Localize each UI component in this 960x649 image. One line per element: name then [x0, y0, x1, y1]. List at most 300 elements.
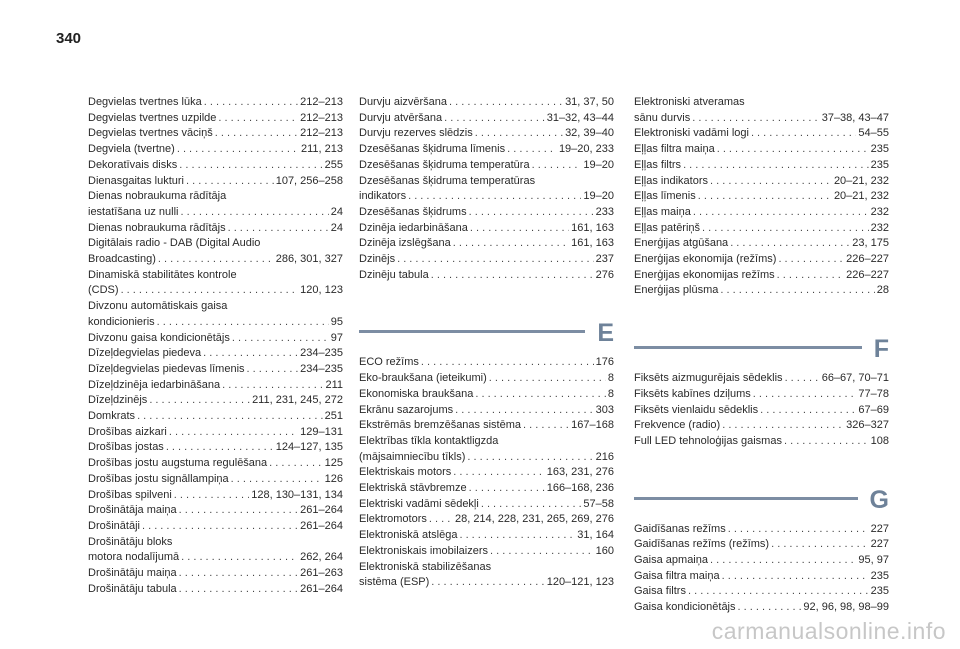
- index-entry-term: Frekvence (radio): [634, 419, 721, 432]
- index-entry-term: Gaidīšanas režīms: [634, 522, 726, 535]
- dot-leader: [467, 450, 593, 466]
- index-entry-term: Dzesēšanas šķidruma temperatūras: [359, 174, 536, 187]
- index-entry: [634, 283, 889, 299]
- index-entry-pages: 31, 164: [577, 529, 614, 542]
- index-entry-term: Eko-braukšana (ieteikumi): [359, 372, 487, 385]
- index-entry-term: Elektriski vadāmi sēdekļi: [359, 497, 479, 510]
- index-entry-term: Elektromotors: [359, 513, 427, 526]
- index-entry-term: Dienasgaitas lukturi: [88, 174, 184, 187]
- index-entry: [359, 174, 614, 205]
- dot-leader: [203, 346, 298, 362]
- index-entry: [634, 569, 889, 585]
- index-entry: [359, 142, 614, 158]
- index-entry: [88, 378, 343, 394]
- index-entry-term: Durvju atvēršana: [359, 111, 443, 124]
- dot-leader: [231, 472, 323, 488]
- index-entry: [88, 566, 343, 582]
- index-entry-term: Drošinātāju bloks: [88, 535, 173, 548]
- index-entry-term: Dinamiskā stabilitātes kontrole: [88, 268, 237, 281]
- index-entry-term: Dzinēja iedarbināšana: [359, 221, 468, 234]
- dot-leader: [142, 519, 298, 535]
- index-entry-pages: 8: [607, 372, 614, 385]
- index-entry: [88, 409, 343, 425]
- index-entry: [359, 158, 614, 174]
- dot-leader: [421, 355, 594, 371]
- index-entry-pages: 216: [595, 450, 614, 463]
- index-entry-term: Dienas nobraukuma rādītāja: [88, 190, 227, 203]
- dot-leader: [444, 111, 545, 127]
- index-entry-pages: 261–264: [300, 504, 343, 517]
- index-entry-pages: 227: [870, 538, 889, 551]
- dot-leader: [157, 315, 329, 331]
- index-entry: [634, 584, 889, 600]
- index-entry-term: Gaisa apmaiņa: [634, 554, 708, 567]
- index-entry: [634, 158, 889, 174]
- index-entry-term: Dzinējs: [359, 253, 396, 266]
- section-letter: E: [597, 319, 614, 348]
- index-entry-term: Dzinēju tabula: [359, 268, 429, 281]
- index-entry-term: Divzonu automātiskais gaisa: [88, 300, 228, 313]
- index-entry: [634, 189, 889, 205]
- index-entry-term: Broadcasting): [88, 253, 156, 266]
- index-entry-pages: 235: [870, 158, 889, 171]
- dot-leader: [702, 221, 869, 237]
- dot-leader: [121, 283, 299, 299]
- index-entry-term: Drošinātāju maiņa: [88, 567, 177, 580]
- index-entry-pages: 124–127, 135: [275, 441, 343, 454]
- dot-leader: [149, 393, 250, 409]
- dot-leader: [169, 425, 298, 441]
- dot-leader: [186, 174, 274, 190]
- index-entry: [359, 252, 614, 268]
- index-entry-term: Drošības aizkari: [88, 425, 167, 438]
- index-entry-pages: 261–263: [300, 567, 343, 580]
- index-entry: [634, 268, 889, 284]
- index-entry-pages: 227: [870, 522, 889, 535]
- dot-leader: [179, 582, 299, 598]
- index-entry-pages: 232: [870, 221, 889, 234]
- index-entry-pages: 31, 37, 50: [565, 96, 614, 108]
- index-entry-pages: 303: [595, 403, 614, 416]
- index-entry-pages: 19–20: [583, 158, 614, 171]
- index-entry-pages: 160: [595, 544, 614, 557]
- index-entry-term: Ekrānu sazarojums: [359, 403, 454, 416]
- dot-leader: [710, 174, 832, 190]
- index-entry-pages: 24: [330, 221, 343, 234]
- index-entry-pages: 19–20: [583, 190, 614, 203]
- index-entry-term: Elektroniskais imobilaizers: [359, 544, 488, 557]
- dot-leader: [449, 95, 563, 111]
- index-entry-term: (CDS): [88, 284, 119, 297]
- index-entry-term: Dzinēja izslēgšana: [359, 237, 451, 250]
- dot-leader: [490, 544, 594, 560]
- index-entry-term: Drošības jostu augstuma regulēšana: [88, 457, 268, 470]
- index-column-2: [359, 95, 614, 591]
- index-entry: [359, 355, 614, 371]
- index-entry-term: Gaisa filtrs: [634, 585, 686, 598]
- index-entry-term: Degvielas tvertnes vāciņš: [88, 127, 213, 140]
- section-letter: G: [869, 485, 889, 514]
- index-entry-term: Dzesēšanas šķidruma temperatūra: [359, 158, 530, 171]
- index-entry-term: Elektroniskā atslēga: [359, 529, 458, 542]
- index-entry: [634, 205, 889, 221]
- section-divider: [634, 346, 862, 349]
- index-entry-pages: 32, 39–40: [565, 127, 614, 140]
- index-entry-term: Degvielas tvertnes lūka: [88, 96, 202, 108]
- index-entry: [88, 268, 343, 299]
- index-entry-pages: 235: [870, 143, 889, 156]
- dot-leader: [698, 189, 832, 205]
- dot-leader: [228, 221, 329, 237]
- index-entry: [88, 488, 343, 504]
- index-entry-term: Durvju aizvēršana: [359, 96, 448, 108]
- index-entry-term: Eļļas indikators: [634, 174, 708, 187]
- index-entry-pages: 176: [595, 356, 614, 369]
- index-entry-term: Ekonomiska braukšana: [359, 387, 474, 400]
- index-entry: [88, 393, 343, 409]
- dot-leader: [177, 142, 299, 158]
- index-entry-pages: 28, 214, 228, 231, 265, 269, 276: [454, 513, 614, 526]
- index-entry: [634, 403, 889, 419]
- index-entry-term: Enerģijas plūsma: [634, 284, 719, 297]
- dot-leader: [751, 126, 856, 142]
- index-entry-pages: 233: [595, 205, 614, 218]
- index-entry-pages: 54–55: [858, 127, 889, 140]
- index-entry-pages: 226–227: [846, 268, 889, 281]
- index-entry-pages: 234–235: [300, 362, 343, 375]
- index-entry-pages: 211, 213: [300, 143, 343, 156]
- index-entry: [88, 519, 343, 535]
- index-entry: [634, 95, 889, 126]
- index-entry: [634, 418, 889, 434]
- dot-leader: [453, 236, 569, 252]
- index-entry-term: Fiksēts kabīnes dziļums: [634, 387, 751, 400]
- section-header: [634, 323, 889, 363]
- index-entry-pages: 23, 175: [852, 237, 889, 250]
- dot-leader: [692, 111, 819, 127]
- index-entry: [88, 472, 343, 488]
- index-entry-pages: 108: [870, 434, 889, 447]
- index-entry: [359, 126, 614, 142]
- index-entry: [634, 522, 889, 538]
- dot-leader: [693, 205, 869, 221]
- index-entry: [359, 512, 614, 528]
- index-entry-term: Enerģijas ekonomija (režīms): [634, 253, 777, 266]
- dot-leader: [532, 158, 582, 174]
- index-entry-term: Gaisa kondicionētājs: [634, 601, 736, 614]
- dot-leader: [777, 268, 845, 284]
- index-entry-pages: 66–67, 70–71: [821, 372, 889, 385]
- index-entry-pages: 92, 96, 98, 98–99: [803, 601, 889, 614]
- index-entry-term: Degviela (tvertne): [88, 143, 175, 156]
- dot-leader: [683, 158, 869, 174]
- dot-leader: [720, 283, 874, 299]
- index-entry: [634, 252, 889, 268]
- index-entry-term: Enerģijas ekonomijas režīms: [634, 268, 775, 281]
- index-entry-pages: 95, 97: [858, 554, 889, 567]
- index-entry: [88, 189, 343, 220]
- index-entry-pages: 261–264: [300, 582, 343, 595]
- dot-leader: [760, 403, 856, 419]
- index-entry: [634, 221, 889, 237]
- index-entry-term: Elektriskais motors: [359, 466, 452, 479]
- index-entry-pages: 326–327: [846, 419, 889, 432]
- index-entry-term: Durvju rezerves slēdzis: [359, 127, 473, 140]
- index-entry-pages: 77–78: [858, 387, 889, 400]
- index-entry: [359, 205, 614, 221]
- index-entry-term: Drošības jostu signāllampiņa: [88, 472, 229, 485]
- index-entry-pages: 20–21, 232: [833, 174, 889, 187]
- index-entry: [359, 560, 614, 591]
- section-header: [634, 474, 889, 514]
- index-entry-term: Drošinātāja maiņa: [88, 504, 177, 517]
- index-entry-pages: 211: [325, 378, 343, 391]
- index-entry-pages: 57–58: [583, 497, 614, 510]
- index-entry: [88, 174, 343, 190]
- index-entry-pages: 286, 301, 327: [275, 253, 343, 266]
- dot-leader: [179, 158, 322, 174]
- index-entry-pages: 232: [870, 205, 889, 218]
- index-entry-pages: 237: [595, 253, 614, 266]
- dot-leader: [475, 387, 606, 403]
- dot-leader: [269, 456, 322, 472]
- index-entry-term: indikators: [359, 190, 407, 203]
- dot-leader: [688, 584, 869, 600]
- index-entry: [88, 425, 343, 441]
- index-entry: [359, 528, 614, 544]
- index-entry-term: Domkrats: [88, 410, 136, 423]
- index-entry: [88, 503, 343, 519]
- index-entry-term: Gaisa filtra maiņa: [634, 569, 720, 582]
- dot-leader: [179, 503, 299, 519]
- index-entry-pages: 161, 163: [571, 237, 614, 250]
- index-entry-pages: 120–121, 123: [546, 576, 614, 589]
- dot-leader: [771, 537, 869, 553]
- dot-leader: [174, 488, 249, 504]
- dot-leader: [728, 522, 869, 538]
- dot-leader: [469, 481, 545, 497]
- index-entry-term: Dzesēšanas šķidrums: [359, 205, 467, 218]
- index-entry: [88, 158, 343, 174]
- index-entry-pages: 37–38, 43–47: [821, 111, 889, 124]
- dot-leader: [459, 528, 575, 544]
- dot-leader: [222, 378, 323, 394]
- index-entry-term: ECO režīms: [359, 356, 419, 369]
- dot-leader: [730, 236, 850, 252]
- index-entry: [359, 403, 614, 419]
- index-entry-pages: 120, 123: [300, 284, 343, 297]
- index-entry: [359, 387, 614, 403]
- index-entry-term: Eļļas patēriņš: [634, 221, 701, 234]
- index-entry-term: Eļļas līmenis: [634, 190, 696, 203]
- dot-leader: [397, 252, 594, 268]
- index-entry: [88, 456, 343, 472]
- index-entry-term: Eļļas filtrs: [634, 158, 682, 171]
- index-entry-pages: 163, 231, 276: [546, 466, 614, 479]
- dot-leader: [247, 362, 299, 378]
- index-entry: [634, 387, 889, 403]
- dot-leader: [753, 387, 857, 403]
- dot-leader: [204, 95, 298, 111]
- index-entry-term: motora nodalījumā: [88, 551, 180, 564]
- index-entry-term: Eļļas maiņa: [634, 205, 691, 218]
- index-entry-pages: 211, 231, 245, 272: [252, 394, 343, 407]
- index-entry-pages: 166–168, 236: [546, 482, 614, 495]
- index-entry-pages: 28: [876, 284, 889, 297]
- dot-leader: [722, 569, 869, 585]
- dot-leader: [507, 142, 557, 158]
- index-entry-term: Fiksēts vienlaidu sēdeklis: [634, 403, 759, 416]
- index-entry: [359, 236, 614, 252]
- index-entry-pages: 212–213: [300, 127, 343, 140]
- index-entry-term: Divzonu gaisa kondicionētājs: [88, 331, 230, 344]
- index-entry: [359, 544, 614, 560]
- index-entry-term: Degvielas tvertnes uzpilde: [88, 111, 217, 124]
- index-entry: [88, 95, 343, 111]
- index-entry: [359, 268, 614, 284]
- index-entry-term: Full LED tehnoloģijas gaismas: [634, 434, 782, 447]
- dot-leader: [453, 465, 544, 481]
- index-entry: [634, 600, 889, 616]
- index-entry-pages: 251: [324, 410, 343, 423]
- index-entry: [359, 434, 614, 465]
- index-entry-pages: 67–69: [858, 403, 889, 416]
- index-entry-term: Elektriskā stāvbremze: [359, 482, 467, 495]
- watermark: carmanualsonline.info: [711, 618, 946, 644]
- index-entry-term: Enerģijas atgūšana: [634, 237, 729, 250]
- index-entry-pages: 20–21, 232: [833, 190, 889, 203]
- index-entry-term: kondicionieris: [88, 315, 155, 328]
- page-number: 340: [56, 30, 82, 47]
- index-entry: [88, 299, 343, 330]
- dot-leader: [738, 600, 802, 616]
- index-entry-pages: 235: [870, 569, 889, 582]
- dot-leader: [469, 205, 594, 221]
- dot-leader: [481, 497, 582, 513]
- index-entry-pages: 226–227: [846, 253, 889, 266]
- dot-leader: [722, 418, 844, 434]
- index-entry-pages: 31–32, 43–44: [546, 111, 614, 124]
- index-entry-pages: 161, 163: [571, 221, 614, 234]
- index-entry: [359, 111, 614, 127]
- index-entry: [359, 465, 614, 481]
- index-entry-pages: 235: [870, 585, 889, 598]
- index-entry: [359, 95, 614, 111]
- dot-leader: [710, 553, 856, 569]
- index-entry: [88, 111, 343, 127]
- index-entry: [359, 481, 614, 497]
- index-entry-term: Dienas nobraukuma rādītājs: [88, 221, 226, 234]
- index-entry: [88, 236, 343, 267]
- dot-leader: [181, 205, 329, 221]
- dot-leader: [455, 403, 593, 419]
- index-entry-pages: 129–131: [300, 425, 343, 438]
- index-entry: [359, 418, 614, 434]
- index-entry-pages: 234–235: [300, 347, 343, 360]
- index-entry: [88, 126, 343, 142]
- index-entry-pages: 107, 256–258: [275, 174, 343, 187]
- index-entry: [634, 371, 889, 387]
- index-entry-term: Dīzeļdegvielas piedeva: [88, 347, 202, 360]
- index-entry-term: Dekoratīvais disks: [88, 158, 178, 171]
- dot-leader: [431, 268, 594, 284]
- index-column-1: [88, 95, 343, 598]
- index-entry-term: Elektroniski atveramas: [634, 96, 745, 108]
- index-entry: [88, 582, 343, 598]
- index-entry: [359, 221, 614, 237]
- index-entry-pages: 24: [330, 205, 343, 218]
- index-entry: [634, 236, 889, 252]
- dot-leader: [475, 126, 563, 142]
- index-entry-term: Elektrības tīkla kontaktligzda: [359, 434, 499, 447]
- index-entry-pages: 212–213: [300, 111, 343, 124]
- index-entry: [634, 174, 889, 190]
- index-entry: [88, 331, 343, 347]
- section-divider: [634, 497, 858, 500]
- index-entry-pages: 19–20, 233: [558, 143, 614, 156]
- index-entry-term: Dīzeļdzinējs: [88, 394, 148, 407]
- index-entry-pages: 126: [324, 472, 343, 485]
- dot-leader: [784, 434, 869, 450]
- dot-leader: [717, 142, 869, 158]
- dot-leader: [431, 575, 544, 591]
- index-entry: [634, 553, 889, 569]
- index-entry-pages: 97: [330, 331, 343, 344]
- index-entry-term: sistēma (ESP): [359, 576, 430, 589]
- index-entry: [88, 142, 343, 158]
- dot-leader: [785, 371, 820, 387]
- index-entry-pages: 128, 130–131, 134: [251, 488, 343, 501]
- dot-leader: [215, 126, 298, 142]
- index-entry: [88, 440, 343, 456]
- index-entry: [88, 221, 343, 237]
- dot-leader: [179, 566, 299, 582]
- index-entry-term: Dīzeļdegvielas piedevas līmenis: [88, 362, 245, 375]
- index-entry-term: Dīzeļdzinēja iedarbināšana: [88, 378, 221, 391]
- dot-leader: [232, 331, 329, 347]
- index-entry-pages: 95: [330, 315, 343, 328]
- index-entry-term: Drošinātāju tabula: [88, 582, 177, 595]
- index-entry-term: Drošinātāji: [88, 519, 140, 532]
- dot-leader: [158, 252, 274, 268]
- index-entry-pages: 262, 264: [300, 551, 343, 564]
- dot-leader: [181, 550, 298, 566]
- section-letter: F: [873, 335, 889, 364]
- dot-leader: [523, 418, 569, 434]
- section-divider: [359, 330, 585, 333]
- index-entry-pages: 255: [324, 158, 343, 171]
- index-entry: [359, 497, 614, 513]
- index-entry-term: Elektroniski vadāmi logi: [634, 127, 749, 140]
- index-entry-pages: 276: [595, 268, 614, 281]
- index-entry-pages: 212–213: [300, 96, 343, 108]
- index-entry-term: Eļļas filtra maiņa: [634, 143, 715, 156]
- index-entry-term: sānu durvis: [634, 111, 691, 124]
- dot-leader: [166, 440, 274, 456]
- index-entry: [88, 535, 343, 566]
- index-entry-term: Ekstrēmās bremzēšanas sistēma: [359, 419, 521, 432]
- index-entry-pages: 167–168: [571, 419, 614, 432]
- index-entry-term: Gaidīšanas režīms (režīms): [634, 538, 770, 551]
- index-entry-term: (mājsaimniecību tīkls): [359, 450, 466, 463]
- index-entry-term: iestatīšana uz nulli: [88, 205, 179, 218]
- index-entry-term: Fiksēts aizmugurējais sēdeklis: [634, 372, 783, 385]
- index-entry-term: Dzesēšanas šķidruma līmenis: [359, 143, 506, 156]
- index-column-3: [634, 95, 889, 616]
- dot-leader: [218, 111, 298, 127]
- dot-leader: [778, 252, 844, 268]
- index-entry: [88, 362, 343, 378]
